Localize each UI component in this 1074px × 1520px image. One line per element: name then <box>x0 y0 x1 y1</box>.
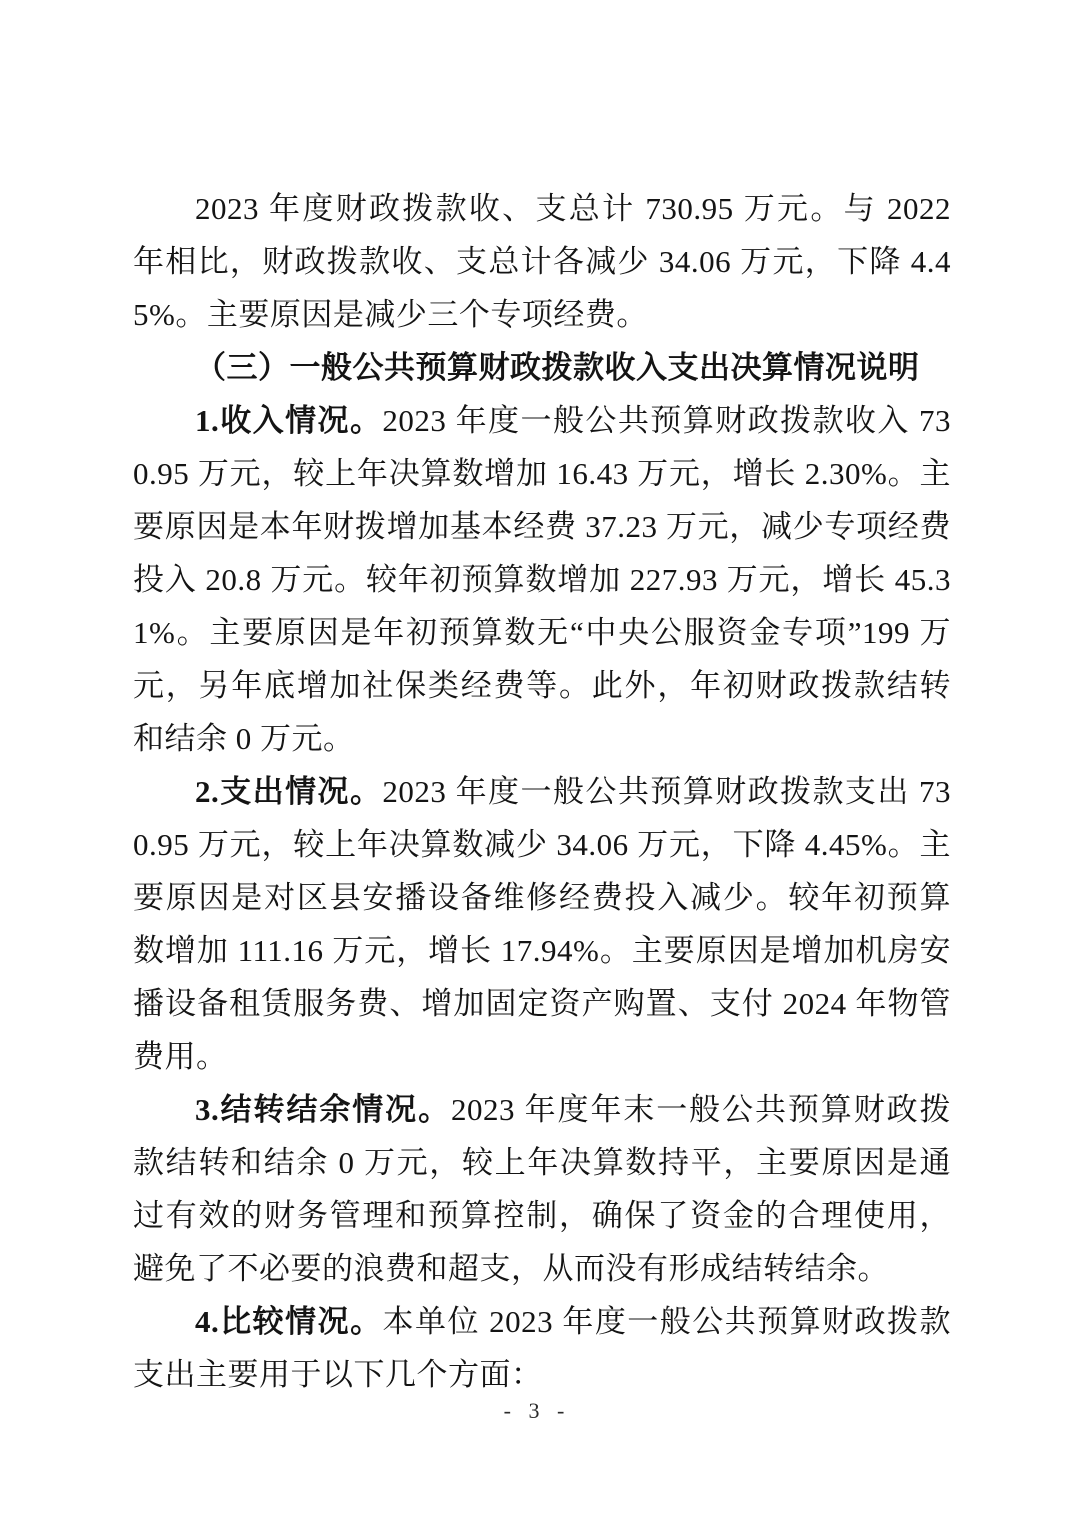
paragraph-lead: 2.支出情况。 <box>195 774 383 809</box>
paragraph-carryover <box>133 1083 951 1295</box>
paragraph-text: 2023 年度财政拨款收、支总计 730.95 万元。与 2022 年相比，财政拨款收、支总计各减少 34.06 万元，下降 4.45%。主要原因是减少三个专项经费。 <box>133 191 951 332</box>
paragraph-fiscal-total <box>133 182 951 341</box>
section-heading: （三）一般公共预算财政拨款收入支出决算情况说明 <box>195 350 920 385</box>
page-number: - 3 - <box>503 1398 571 1423</box>
document-body <box>133 182 951 1401</box>
page-footer <box>0 1398 1074 1424</box>
paragraph-lead: 4.比较情况。 <box>195 1304 383 1339</box>
paragraph-comparison <box>133 1295 951 1401</box>
paragraph-expenditure <box>133 765 951 1083</box>
paragraph-lead: 1.收入情况。 <box>195 403 383 438</box>
paragraph-lead: 3.结转结余情况。 <box>195 1092 451 1127</box>
paragraph-text: 本单位 2023 年度一般公共预算财政拨款支出主要用于以下几个方面： <box>133 1304 951 1392</box>
paragraph-text: 2023 年度年末一般公共预算财政拨款结转和结余 0 万元，较上年决算数持平，主要原因是通过有效的财务管理和预算控制，确保了资金的合理使用，避免了不必要的浪费和超支，从而没有形成结转结余。 <box>133 1092 952 1286</box>
paragraph-text: 2023 年度一般公共预算财政拨款支出 730.95 万元，较上年决算数减少 34.06 万元，下降 4.45%。主要原因是对区县安播设备维修经费投入减少。较年初预算数增加 111.16 万元，增长 17.94%。主要原因是增加机房安播设备租赁服务费、增加固定资产购置、支付 2024 年物管费用。 <box>133 774 952 1074</box>
paragraph-income <box>133 394 951 765</box>
paragraph-text: 2023 年度一般公共预算财政拨款收入 730.95 万元，较上年决算数增加 16.43 万元，增长 2.30%。主要原因是本年财拨增加基本经费 37.23 万元，减少专项经费投入 20.8 万元。较年初预算数增加 227.93 万元，增长 45.31%。主要原因是年初预算数无“中央公服资金专项”199 万元，另年底增加社保类经费等。此外，年初财政拨款结转和结余 0 万元。 <box>133 403 952 756</box>
